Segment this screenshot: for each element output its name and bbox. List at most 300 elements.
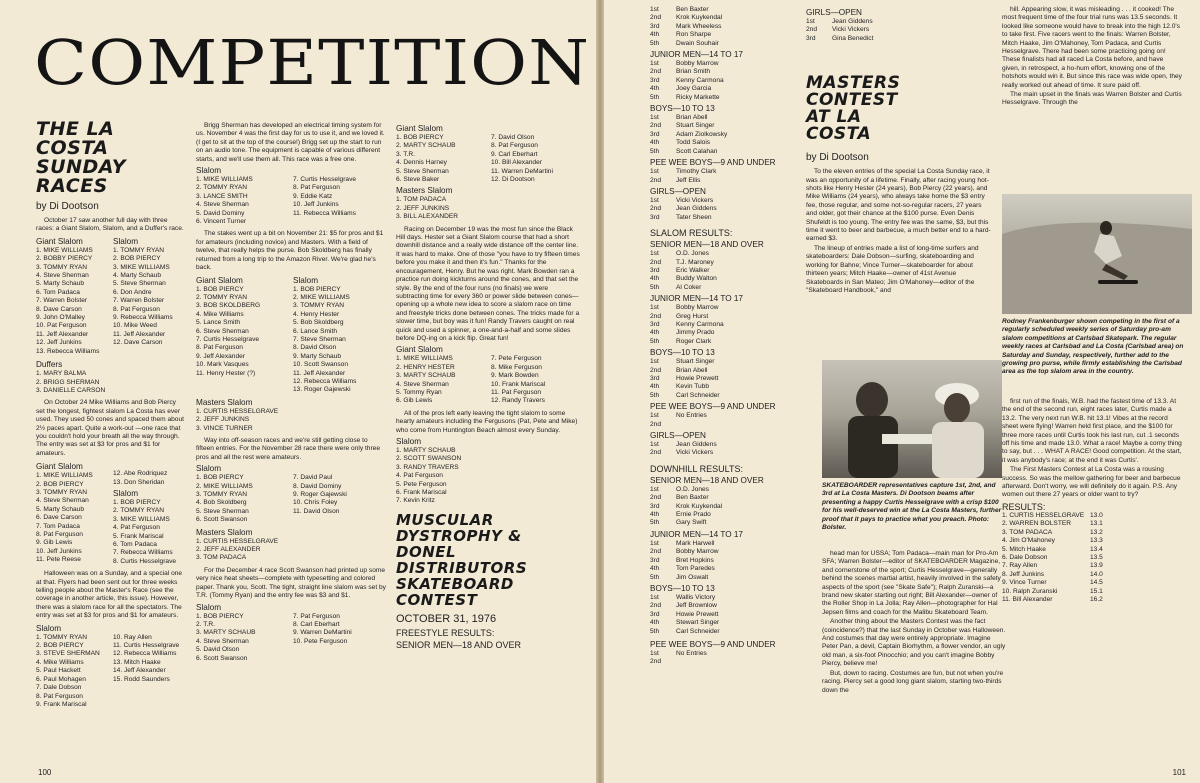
result-entry: 10. Frank Mariscal bbox=[491, 380, 546, 388]
placing-row bbox=[650, 519, 800, 527]
result-entry: 12. Jeff Junkins bbox=[36, 339, 82, 347]
place: 3rd bbox=[806, 34, 816, 42]
place: 4th bbox=[650, 619, 660, 627]
result-entry: 6. Lance Smith bbox=[293, 327, 337, 335]
result-entry: 4. Pat Ferguson bbox=[396, 472, 443, 480]
result-entry: 10. Jeff Junkins bbox=[293, 201, 339, 209]
result-entry: 2. JEFF ALEXANDER bbox=[196, 546, 261, 554]
competitor-name: Ernie Prado bbox=[676, 511, 711, 519]
result-entry: 3. TOMMY RYAN bbox=[36, 263, 88, 271]
result-entry: 2. BOB PIERCY bbox=[36, 480, 84, 488]
result-row bbox=[1002, 571, 1182, 579]
race-time: 13.1 bbox=[1090, 520, 1103, 528]
placings-list bbox=[650, 114, 800, 156]
placing-row bbox=[650, 267, 800, 275]
result-entry: 1. BOB PIERCY bbox=[196, 612, 244, 620]
placing-row bbox=[650, 449, 800, 457]
placing-row bbox=[650, 602, 800, 610]
placing-row bbox=[650, 313, 800, 321]
result-entry: 10. Mark Vasques bbox=[196, 361, 249, 369]
competitor-name: Jeff Brownlow bbox=[676, 602, 717, 610]
result-entry: 13. Roger Gajewski bbox=[293, 386, 351, 394]
results-list bbox=[396, 134, 487, 184]
paragraph: first run of the finals, W.B. had the fastest time of 13.3. At the end of the second run, eight races later, Curtis made a 13.2. The very next run W.B. hit 13.1! Vibes at the record sheet were flying! Warren held first place, and the $100 for three more races until Curtis took his last run, cut .1 seconds off his time and made 13.0. What a race! Maybe a corny thing to say, but . . . WHAT A RACE! Good competition. At the start, it was anybody's race; at the end it was Curtis'. bbox=[1002, 398, 1182, 464]
result-entry: 12. Abe Rodriquez bbox=[113, 470, 168, 478]
result-entry: 6. Don Andre bbox=[113, 288, 152, 296]
competitor-name: Howie Prewett bbox=[676, 375, 719, 382]
competitor-name: Vicki Vickers bbox=[676, 196, 714, 204]
place: 3rd bbox=[650, 502, 660, 510]
no-entries: No Entries bbox=[676, 649, 707, 657]
results-heading: Slalom bbox=[293, 275, 319, 285]
byline: by Di Dootson bbox=[36, 201, 99, 212]
result-entry: 11. Rebecca Williams bbox=[293, 209, 356, 217]
results-heading: Giant Slalom bbox=[36, 236, 83, 246]
place: 1st bbox=[650, 250, 659, 258]
competitor-name: Ben Baxter bbox=[676, 494, 709, 502]
place: 1st bbox=[650, 60, 659, 68]
place: 1st bbox=[650, 304, 659, 312]
competitor-name: O.D. Jones bbox=[676, 250, 709, 258]
left-page bbox=[0, 0, 596, 783]
place: 5th bbox=[650, 337, 660, 345]
result-entry: 13. Mitch Haake bbox=[113, 658, 161, 666]
competitor-name: Ricky Markette bbox=[676, 93, 720, 101]
placing-row bbox=[650, 214, 800, 222]
paragraph: Another thing about the Masters Contest was the fact (coincidence?) that the last Sunday in October was Halloween. And costumes that day were entirely appropriate. Imagine Peter Pan, a devil, Captain Biorhythm, a flower vendor, an ugly old man, a six-foot Pinocchio; and you can't imagine Bobby Piercy, believe me! bbox=[822, 618, 1006, 668]
placing-row bbox=[650, 31, 800, 39]
paragraph: For the December 4 race Scott Swanson had printed up some very nice heat sheets—complete with typesetting and colored paper. Thank you, Scott. The tight, straight line slalom was set by T.R. (Tommy Ryan) and the entry fee was $3 and $1. bbox=[196, 566, 386, 600]
results-list bbox=[293, 286, 386, 395]
competitor-name: Bobby Marrow bbox=[676, 548, 719, 556]
result-entry: 9. Rebecca Williams bbox=[113, 314, 173, 322]
result-row bbox=[1002, 529, 1182, 537]
result-entry: 14. Jeff Alexander bbox=[113, 667, 166, 675]
results-heading: GIRLS—OPEN bbox=[806, 8, 862, 17]
result-entry: 7. David Olson bbox=[491, 134, 535, 141]
result-entry: 7. Curtis Hesselgrave bbox=[196, 335, 260, 343]
result-entry: 3. T.R. bbox=[396, 150, 415, 158]
competitor-name: Tater Sheen bbox=[676, 213, 712, 221]
placing-row bbox=[650, 23, 800, 31]
result-entry: 1. CURTIS HESSELGRAVE bbox=[196, 407, 279, 415]
results-heading: Giant Slalom bbox=[396, 124, 443, 133]
result-entry: 9. Roger Gajewski bbox=[293, 491, 347, 499]
place: 5th bbox=[650, 147, 660, 155]
result-entry: 4. Pat Ferguson bbox=[113, 524, 160, 532]
left-column-3 bbox=[396, 122, 582, 650]
results-heading: FREESTYLE RESULTS: bbox=[396, 627, 495, 638]
place: 4th bbox=[650, 511, 660, 519]
placing-row bbox=[806, 18, 992, 26]
result-entry: 12. Di Dootson bbox=[491, 176, 535, 184]
result-row bbox=[1002, 588, 1182, 596]
competitor-name: Jean Giddens bbox=[676, 205, 717, 213]
result-entry: 4. Steve Sherman bbox=[36, 272, 89, 280]
results-list bbox=[293, 176, 386, 226]
result-entry: 1. MARY BALMA bbox=[36, 370, 87, 378]
result-entry: 2. TOMMY RYAN bbox=[113, 507, 165, 515]
paragraph: head man for USSA; Tom Padaca—main man for Pro-Am SFA; Warren Bolster—editor of SKATEBOARDER Magazine, and cornerstone of the sport; Curtis Hesselgrave—generally behind the scenes martial artist, heavily involved in the safety aspects of the sport (see "Skate Safe"); Ralph Zuranski—a brand new skater starting out right; Bill Alexander—owner of the Roller Shop in La Jolla; Ray Allen—photographer for Hal Jepsen films and coach for the Malibu Skateboard Team. bbox=[822, 550, 1001, 616]
results-heading: PEE WEE BOYS—9 AND UNDER bbox=[650, 402, 776, 412]
result-entry: 5. Tommy Ryan bbox=[396, 388, 442, 396]
competitor-name: Ben Baxter bbox=[676, 6, 709, 13]
result-entry: 3. VINCE TURNER bbox=[196, 424, 253, 432]
paragraph: The stakes went up a bit on November 21: $5 for pros and $1 for amateurs (including novice) and Masters. With a field of twelve, that really helps the purse. Bob Skoldberg has finally returned from a long trip to the Amazon River. We're glad he's back. bbox=[196, 230, 384, 272]
result-entry: 6. Steve Sherman bbox=[196, 327, 249, 335]
competitor-name: Jean Giddens bbox=[676, 441, 717, 449]
placing-row bbox=[650, 94, 800, 102]
result-entry: 8. Pat Ferguson bbox=[196, 344, 243, 352]
result-entry: 6. Scott Swanson bbox=[196, 654, 248, 662]
result-entry: 7. David Paul bbox=[293, 474, 333, 482]
result-entry: 2. BOBBY PIERCY bbox=[36, 255, 93, 263]
results-heading: Duffers bbox=[36, 360, 63, 370]
competitor-name: Vicki Vickers bbox=[676, 449, 714, 457]
result-row bbox=[1002, 596, 1182, 604]
result-entry: 1. MIKE WILLIAMS bbox=[396, 355, 453, 363]
result-entry: 2. MIKE WILLIAMS bbox=[293, 293, 350, 301]
placing-row bbox=[650, 197, 800, 205]
competitor-name: Stewart Singer bbox=[676, 619, 720, 627]
result-entry: 8. Dave Carson bbox=[36, 305, 82, 313]
result-entry: 3. LANCE SMITH bbox=[196, 192, 248, 200]
place: 4th bbox=[650, 329, 660, 337]
result-entry: 1. TOMMY RYAN bbox=[36, 633, 88, 641]
result-row bbox=[1002, 537, 1182, 545]
result-entry: 3. STEVE SHERMAN bbox=[36, 650, 100, 658]
results-list bbox=[113, 247, 186, 348]
paragraph: On October 24 Mike Williams and Bob Piercy set the longest, fightest slalom La Costa has ever used. They used 50 cones and spaced them about 2½ paces apart. Quite a work-out —one race that you couldn't hold your breath all the way through. The entry was set at $3 for pros and $1 for amateurs. bbox=[36, 399, 184, 457]
result-entry: 5. Frank Mariscal bbox=[113, 532, 164, 540]
placing-row bbox=[650, 68, 800, 76]
race-time: 13.2 bbox=[1090, 528, 1103, 536]
placing-row bbox=[806, 35, 992, 43]
result-entry: 6. Dave Carson bbox=[36, 514, 82, 522]
result-entry: 15. Rodd Saunders bbox=[113, 675, 170, 683]
place: 1st bbox=[650, 6, 659, 13]
result-entry: 12. Rebecca Williams bbox=[113, 650, 177, 658]
result-entry: 5. Steve Sherman bbox=[113, 280, 166, 288]
place: 2nd bbox=[650, 494, 662, 502]
result-entry: 9. Warren DeMartini bbox=[293, 629, 352, 637]
results-heading: JUNIOR MEN—14 TO 17 bbox=[650, 294, 743, 304]
placing-row bbox=[650, 619, 800, 627]
result-row bbox=[1002, 520, 1182, 528]
result-entry: 4. Dennis Harney bbox=[396, 159, 447, 167]
right-column-3 bbox=[1002, 6, 1182, 109]
result-entry: 10. Chris Foley bbox=[293, 499, 338, 507]
competitor-name: Howie Prewett bbox=[676, 610, 719, 618]
placing-row bbox=[650, 358, 800, 366]
results-list bbox=[36, 472, 109, 564]
race-time: 13.3 bbox=[1090, 537, 1103, 545]
placing-row bbox=[650, 148, 800, 156]
result-entry: 8. Mike Ferguson bbox=[491, 363, 542, 371]
placing-row bbox=[650, 628, 800, 636]
placing-row bbox=[650, 304, 800, 312]
results-heading: Masters Slalom bbox=[196, 527, 253, 537]
results-list bbox=[36, 634, 109, 710]
result-entry: 4. Steve Sherman bbox=[396, 380, 449, 388]
competitor-name: 9. Vince Turner bbox=[1002, 579, 1047, 587]
result-entry: 4. Mike Williams bbox=[36, 658, 84, 666]
paragraph: The main upset in the finals was Warren Bolster and Curtis Hesselgrave. Through the bbox=[1002, 91, 1182, 107]
result-entry: 13. Don Sheridan bbox=[113, 478, 165, 486]
results-heading: Giant Slalom bbox=[36, 462, 83, 472]
placings-list bbox=[650, 594, 800, 636]
competitor-name: Brian Smith bbox=[676, 68, 711, 76]
competitor-name: 6. Dale Dobson bbox=[1002, 553, 1048, 561]
placing-row bbox=[650, 565, 800, 573]
competitor-name: 4. Jim O'Mahoney bbox=[1002, 537, 1055, 545]
race-time: 13.0 bbox=[1090, 511, 1103, 519]
result-entry: 8. Curtis Hesselgrave bbox=[113, 557, 177, 565]
placings-list bbox=[650, 6, 800, 48]
results-list bbox=[36, 370, 186, 395]
result-entry: 8. David Olson bbox=[293, 344, 337, 352]
place: 1st bbox=[650, 441, 659, 449]
result-row bbox=[1002, 579, 1182, 587]
placing-row bbox=[650, 494, 800, 502]
competitor-name: Brian Abell bbox=[676, 366, 708, 374]
competitor-name: Eric Walker bbox=[676, 266, 710, 274]
photo-skater-image bbox=[1002, 194, 1192, 314]
paragraph: The lineup of entries made a list of long-time surfers and skateboarders: Dale Dobson—surfing, skateboarding and working for Bahne; Vince Turner—skateboarder for about thirteen years; Mitch Haake—owner of 41st Avenue Skateboards in San Mateo; Jim O'Mahoney—editor of the "Skateboard Handbook," and bbox=[806, 244, 979, 294]
result-entry: 10. Mike Weed bbox=[113, 322, 157, 330]
right-column-3-continued bbox=[1002, 398, 1182, 604]
article-headline: MASTERS CONTEST AT LA COSTA bbox=[806, 73, 901, 145]
competitor-name: Jean Giddens bbox=[832, 18, 873, 25]
result-entry: 2. MIKE WILLIAMS bbox=[196, 482, 253, 490]
competitor-name: Mark Harwell bbox=[676, 539, 715, 547]
results-heading: Slalom bbox=[113, 488, 139, 498]
result-entry: 8. David Dominy bbox=[293, 482, 342, 490]
results-list bbox=[396, 447, 582, 506]
result-entry: 3. MIKE WILLIAMS bbox=[113, 263, 170, 271]
result-entry: 2. TOMMY RYAN bbox=[196, 293, 248, 301]
result-entry: 6. Scott Swanson bbox=[196, 516, 248, 524]
results-list bbox=[113, 470, 186, 487]
place: 2nd bbox=[650, 312, 662, 320]
placing-row bbox=[650, 177, 800, 185]
result-row bbox=[1002, 554, 1182, 562]
place: 1st bbox=[650, 168, 659, 176]
result-entry: 1. MIKE WILLIAMS bbox=[196, 176, 253, 184]
place: 1st bbox=[650, 196, 659, 204]
result-entry: 2. JEFF JUNKINS bbox=[396, 204, 450, 212]
race-time: 13.4 bbox=[1090, 545, 1103, 553]
result-entry: 9. Eddie Katz bbox=[293, 192, 333, 200]
result-entry: 3. MIKE WILLIAMS bbox=[113, 515, 170, 523]
place: 3rd bbox=[650, 213, 660, 221]
results-heading: SENIOR MEN—18 AND OVER bbox=[396, 639, 522, 650]
place: 3rd bbox=[650, 610, 660, 618]
result-entry: 4. Steve Sherman bbox=[196, 201, 249, 209]
place: 3rd bbox=[650, 556, 660, 564]
photo-presenters bbox=[822, 360, 1002, 478]
placing-row bbox=[650, 275, 800, 283]
result-entry: 7. Pat Ferguson bbox=[293, 612, 340, 620]
result-entry: 4. Steve Sherman bbox=[36, 497, 89, 505]
placing-row bbox=[650, 540, 800, 548]
place: 1st bbox=[650, 485, 659, 493]
result-entry: 11. Warren DeMartini bbox=[491, 167, 553, 175]
place: 5th bbox=[650, 573, 660, 581]
race-time: 13.5 bbox=[1090, 553, 1103, 561]
results-heading: Slalom bbox=[36, 623, 62, 633]
placing-row bbox=[650, 60, 800, 68]
results-heading: Slalom bbox=[196, 602, 222, 612]
place: 2nd bbox=[650, 449, 662, 457]
results-heading: JUNIOR MEN—14 TO 17 bbox=[650, 50, 743, 60]
result-entry: 10. Bill Alexander bbox=[491, 159, 542, 167]
competitor-name: Kenny Carmona bbox=[676, 76, 724, 84]
no-entries: No Entries bbox=[676, 412, 707, 420]
results-heading: DOWNHILL RESULTS: bbox=[650, 463, 744, 474]
place: 3rd bbox=[650, 320, 660, 328]
place: 2nd bbox=[650, 258, 662, 266]
place: 2nd bbox=[650, 602, 662, 610]
result-entry: 4. Steve Sherman bbox=[196, 637, 249, 645]
results-list bbox=[491, 355, 582, 405]
result-entry: 6. Vincent Turner bbox=[196, 218, 247, 226]
result-entry: 5. Steve Sherman bbox=[196, 507, 249, 515]
place: 5th bbox=[650, 391, 660, 399]
place: 2nd bbox=[650, 122, 662, 130]
result-entry: 2. SCOTT SWANSON bbox=[396, 455, 462, 463]
results-heading: SENIOR MEN—18 AND OVER bbox=[650, 475, 764, 485]
result-entry: 11. Curtis Hesselgrave bbox=[113, 642, 180, 650]
results-heading: Slalom bbox=[196, 166, 222, 176]
placing-row bbox=[650, 503, 800, 511]
result-entry: 11. Jeff Alexander bbox=[293, 369, 346, 377]
result-entry: 7. Warren Bolster bbox=[36, 297, 88, 305]
result-entry: 2. MARTY SCHAUB bbox=[396, 142, 456, 150]
result-entry: 5. Steve Sherman bbox=[396, 167, 449, 175]
placing-row bbox=[650, 594, 800, 602]
result-entry: 8. Pat Ferguson bbox=[36, 692, 83, 700]
photo-skater bbox=[1002, 194, 1192, 314]
paragraph: But, down to racing. Costumes are fun, but not when you're racing. Piercy set a good long giant slalom, starting two-thirds down the bbox=[822, 669, 1004, 694]
result-entry: 3. BOB SKOLDBERG bbox=[196, 302, 261, 310]
competitor-name: Stuart Singer bbox=[676, 358, 715, 366]
right-column-2 bbox=[806, 6, 992, 296]
results-list bbox=[196, 286, 289, 378]
competitor-name: Dwain Souhair bbox=[676, 39, 719, 47]
result-entry: 2. HENRY HESTER bbox=[396, 363, 455, 371]
result-entry: 7. Pete Ferguson bbox=[491, 355, 542, 363]
placing-row bbox=[650, 441, 800, 449]
results-heading: Slalom bbox=[113, 236, 139, 246]
result-entry: 1. BOB PIERCY bbox=[196, 285, 244, 293]
competitor-name: Kevin Tubb bbox=[676, 383, 709, 391]
competitor-name: 10. Ralph Zuranski bbox=[1002, 587, 1058, 595]
result-entry: 3. RANDY TRAVERS bbox=[396, 463, 459, 471]
results-heading: Slalom bbox=[396, 437, 422, 446]
result-entry: 1. MIKE WILLIAMS bbox=[36, 472, 93, 480]
result-entry: 5. Marty Schaub bbox=[36, 505, 85, 513]
place: 1st bbox=[650, 649, 659, 657]
placings-list bbox=[650, 197, 800, 222]
results-heading: Masters Slalom bbox=[196, 397, 253, 407]
place: 5th bbox=[650, 93, 660, 101]
place: 2nd bbox=[650, 205, 662, 213]
results-heading: SENIOR MEN—18 AND OVER bbox=[650, 240, 764, 250]
results-heading: Giant Slalom bbox=[196, 275, 243, 285]
place: 3rd bbox=[650, 76, 660, 84]
place: 5th bbox=[650, 519, 660, 527]
competitor-name: Mark Wheeless bbox=[676, 22, 722, 30]
results-list bbox=[113, 634, 186, 710]
competitor-name: Bobby Marrow bbox=[676, 304, 719, 312]
result-entry: 11. Pat Ferguson bbox=[491, 388, 542, 396]
competitor-name: 8. Jeff Junkins bbox=[1002, 570, 1045, 578]
placing-row bbox=[650, 259, 800, 267]
result-entry: 7. Dale Dobson bbox=[36, 684, 82, 692]
result-entry: 4. Henry Hester bbox=[293, 310, 340, 318]
competitor-name: Vicki Vickers bbox=[832, 26, 870, 34]
placing-row bbox=[650, 40, 800, 48]
competitor-name: Bret Hopkins bbox=[676, 556, 714, 564]
results-heading: PEE WEE BOYS—9 AND UNDER bbox=[650, 639, 776, 649]
place: 2nd bbox=[650, 68, 662, 76]
results-list bbox=[293, 474, 386, 524]
results-heading: PEE WEE BOYS—9 AND UNDER bbox=[650, 158, 776, 168]
result-entry: 2. JEFF JUNKINS bbox=[196, 416, 250, 424]
result-entry: 7. Kevin Kritz bbox=[396, 497, 435, 505]
photo-caption: Rodney Frankenburger shown competing in the first of a regularly scheduled weekly series of Saturday pro-am slalom competitions at Carlsbad Skatepark. The regular weekly races at Carlsbad and La Costa (Carlsbad area) on Saturday and Sunday, respectively, further add to the growing pro purse, while firmly establishing the Carlsbad area as the top slalom area in the country. bbox=[1002, 318, 1184, 376]
place: 1st bbox=[650, 114, 659, 122]
competitor-name: Carl Schneider bbox=[676, 627, 720, 635]
result-entry: 10. Pat Ferguson bbox=[36, 322, 87, 330]
results-list bbox=[196, 613, 289, 663]
place: 4th bbox=[650, 85, 660, 93]
competitor-name: Jimmy Prado bbox=[676, 329, 715, 337]
competitor-name: 11. Bill Alexander bbox=[1002, 595, 1053, 603]
results-heading: SLALOM RESULTS: bbox=[650, 228, 733, 239]
competitor-name: Jeff Ellis bbox=[676, 176, 701, 184]
place: 3rd bbox=[650, 130, 660, 138]
result-entry: 10. Jeff Junkins bbox=[36, 547, 82, 555]
competitor-name: Brian Abell bbox=[676, 114, 708, 122]
results-heading: Giant Slalom bbox=[396, 345, 443, 355]
right-column-2-continued bbox=[822, 550, 1006, 696]
placings-list bbox=[650, 441, 800, 458]
results-heading: BOYS—10 TO 13 bbox=[650, 583, 715, 593]
placing-row bbox=[650, 557, 800, 565]
competitor-name: 7. Ray Allen bbox=[1002, 562, 1038, 570]
competitor-name: 3. TOM PADACA bbox=[1002, 528, 1053, 536]
result-entry: 8. Carl Eberhart bbox=[293, 620, 340, 628]
competitor-name: Carl Schneider bbox=[676, 391, 720, 399]
results-heading: RESULTS: bbox=[1002, 501, 1046, 512]
result-entry: 5. David Dominy bbox=[196, 209, 245, 217]
result-entry: 1. MIKE WILLIAMS bbox=[36, 246, 93, 254]
result-entry: 1. BOB PIERCY bbox=[196, 474, 244, 482]
right-page bbox=[604, 0, 1200, 783]
place: 1st bbox=[806, 18, 815, 25]
paragraph: All of the pros left early leaving the tight slalom to some hearty amateurs including the Fergusons (Pat, Pete and Mike) who come from Huntington Beach almost every Sunday. bbox=[396, 409, 578, 434]
result-entry: 5. Marty Schaub bbox=[36, 280, 85, 288]
place: 1st bbox=[650, 412, 659, 420]
result-entry: 10. Ray Allen bbox=[113, 633, 152, 641]
result-entry: 7. Tom Padaca bbox=[36, 522, 80, 530]
placing-row bbox=[650, 329, 800, 337]
results-list bbox=[293, 613, 386, 663]
competitor-name: Kenny Carmona bbox=[676, 320, 724, 328]
place: 1st bbox=[650, 593, 659, 601]
